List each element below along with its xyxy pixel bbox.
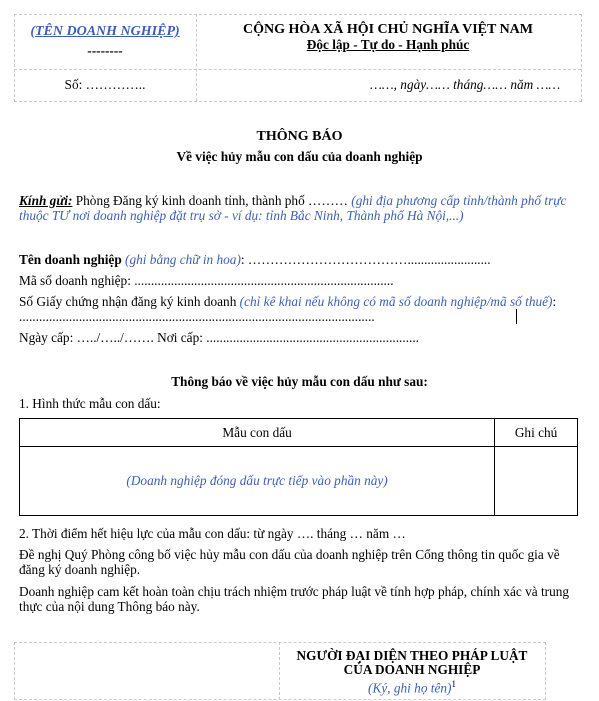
document-subtitle: Về việc hủy mẫu con dấu của doanh nghiệp: [176, 149, 423, 164]
certificate-fill: : ...........................................................................................................: [19, 294, 557, 324]
seal-header-cell: [20, 419, 495, 447]
document-title: THÔNG BÁO: [256, 129, 343, 144]
notes-header-cell: [495, 419, 578, 447]
expiry-row: 2. Thời điểm hết hiệu lực của mẫu con dấu: từ ngày …. tháng … năm …: [19, 526, 406, 541]
recipient-text: Phòng Đăng ký kinh doanh tỉnh, thành phố ………: [72, 193, 348, 208]
signature-title-line1: NGƯỜI ĐẠI DIỆN THEO PHÁP LUẬT: [296, 648, 528, 663]
signature-hint: (Ký, ghi họ tên): [368, 680, 452, 696]
recipient-hint: (ghi địa phương cấp tỉnh/thành phố trực thuộc TƯ nơi doanh nghiệp đặt trụ sở - ví dụ: tỉnh Bắc Ninh, Thành phố Hà Nội,...): [19, 193, 567, 223]
seal-stamp-hint: (Doanh nghiệp đóng dấu trực tiếp vào phần này): [126, 473, 388, 488]
signature-title-line2: CỦA DOANH NGHIỆP: [343, 662, 481, 677]
header-divider-horizontal: [14, 69, 581, 70]
recipient: [19, 193, 585, 223]
request-paragraph: Đề nghị Quý Phòng công bố việc hủy mẫu con dấu của doanh nghiệp trên Cổng thông tin quốc gia về đăng ký doanh nghiệp.: [19, 547, 560, 577]
document-number: Số: …………..: [64, 77, 146, 92]
country-name: CỘNG HÒA XÃ HỘI CHỦ NGHĨA VIỆT NAM: [242, 22, 533, 37]
seal-table: [19, 418, 578, 516]
footnote-marker: 1: [451, 679, 456, 689]
commitment-paragraph: Doanh nghiệp cam kết hoàn toàn chịu trách nhiệm trước pháp luật về tính hợp pháp, chính xác và trung thực của nội dung Thông báo này.: [19, 584, 570, 614]
certificate-row: [19, 294, 585, 324]
seal-form-label: 1. Hình thức mẫu con dấu:: [19, 396, 161, 411]
company-name-fill: : ……………………………….........................: [240, 252, 491, 267]
recipient-label: Kính gửi:: [19, 193, 73, 208]
certificate-hint: (chỉ kê khai nếu không có mã số doanh nghiệp/mã số thuế): [239, 294, 553, 309]
notes-column-header: Ghi chú: [514, 424, 558, 440]
seal-stamp-cell[interactable]: [20, 447, 495, 516]
signature-hint-row: [279, 677, 545, 695]
company-name-row: [19, 252, 491, 267]
company-name-label: Tên doanh nghiệp: [19, 252, 122, 267]
notice-heading: Thông báo về việc hủy mẫu con dấu như sau:: [171, 374, 428, 389]
seal-column-header: Mẫu con dấu: [222, 424, 292, 440]
company-name-hint: (ghi bằng chữ in hoa): [121, 252, 241, 267]
tax-code-row: Mã số doanh nghiệp: ..............................................................................: [19, 273, 394, 288]
company-dashes: --------: [87, 43, 123, 58]
certificate-label: Số Giấy chứng nhận đăng ký kinh doanh: [19, 294, 240, 309]
company-placeholder: (TÊN DOANH NGHIỆP): [30, 24, 180, 39]
issue-date-row: Ngày cấp: …../…../……. Nơi cấp: ................................................................: [19, 330, 419, 345]
notes-cell[interactable]: [495, 447, 578, 516]
text-cursor: [516, 309, 517, 324]
motto: Độc lập - Tự do - Hạnh phúc: [306, 37, 470, 52]
date-line: ……, ngày…… tháng…… năm ……: [370, 77, 561, 92]
